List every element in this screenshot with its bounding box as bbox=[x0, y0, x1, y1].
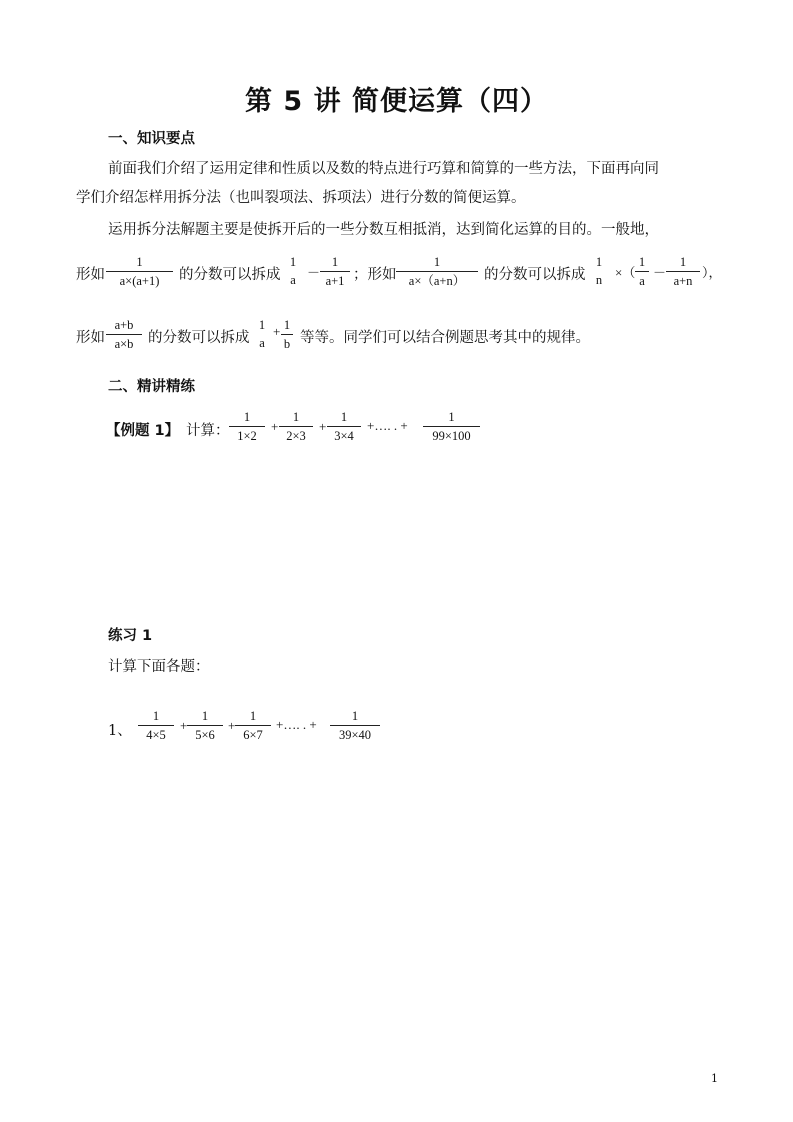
minus-sign: － bbox=[653, 265, 667, 280]
close-paren: ）， bbox=[702, 265, 722, 280]
fraction-numerator: 1 bbox=[320, 255, 350, 272]
practice-1-prompt: 计算下面各题： bbox=[108, 659, 210, 675]
fraction-numerator: 1 bbox=[281, 318, 293, 335]
times-open-paren: ×（ bbox=[615, 265, 636, 280]
question-term-1 bbox=[138, 709, 174, 743]
fraction-numerator: 1 bbox=[187, 709, 223, 726]
fraction-denominator: a×b bbox=[114, 337, 134, 351]
example-term-3 bbox=[327, 410, 361, 444]
fraction-denominator: 1×2 bbox=[237, 429, 257, 443]
fraction-numerator: 1 bbox=[423, 410, 480, 427]
fraction-denominator: n bbox=[595, 273, 603, 287]
fraction-1-over-a-plus-1 bbox=[320, 255, 350, 289]
fraction-1-over-n bbox=[593, 255, 605, 288]
semicolon-form-prefix: ；形如 bbox=[353, 267, 397, 283]
fraction-denominator: 39×40 bbox=[338, 728, 372, 742]
fraction-numerator: 1 bbox=[235, 709, 271, 726]
fraction-numerator: 1 bbox=[330, 709, 380, 726]
question-term-last bbox=[330, 709, 380, 743]
section-heading-key-points: 一、知识要点 bbox=[108, 131, 195, 147]
fraction-denominator: 4×5 bbox=[146, 728, 166, 742]
split-text-2: 的分数可以拆成 bbox=[484, 267, 586, 283]
fraction-denominator: 2×3 bbox=[286, 429, 306, 443]
fraction-denominator: a+n bbox=[673, 274, 693, 288]
fraction-denominator: 5×6 bbox=[195, 728, 215, 742]
fraction-a-plus-b-over-a-times-b bbox=[106, 318, 142, 352]
fraction-1-over-a-second bbox=[635, 255, 649, 289]
fraction-numerator: a+b bbox=[106, 318, 142, 335]
fraction-denominator: 99×100 bbox=[432, 429, 471, 443]
plus-sign: + bbox=[180, 718, 188, 733]
fraction-denominator: a+1 bbox=[325, 274, 345, 288]
fraction-denominator: a×(a+1) bbox=[119, 274, 160, 288]
fraction-denominator: a bbox=[290, 273, 296, 287]
split-text-1: 的分数可以拆成 bbox=[179, 267, 281, 283]
fraction-denominator: a bbox=[259, 336, 265, 350]
plus-sign: + bbox=[273, 324, 281, 339]
form-prefix-2: 形如 bbox=[76, 330, 105, 346]
ellipsis-plus: +…. . + bbox=[367, 418, 408, 433]
tail-text: 等等。同学们可以结合例题思考其中的规律。 bbox=[300, 330, 590, 346]
fraction-numerator: 1 bbox=[289, 255, 297, 269]
fraction-denominator: b bbox=[283, 337, 291, 351]
question-term-3 bbox=[235, 709, 271, 743]
fraction-1-over-a-times-a-plus-n bbox=[396, 255, 478, 289]
minus-sign: － bbox=[307, 265, 321, 280]
split-text-3: 的分数可以拆成 bbox=[148, 330, 250, 346]
page-number: 1 bbox=[711, 1072, 718, 1085]
paragraph-1-line-2: 学们介绍怎样用拆分法（也叫裂项法、拆项法）进行分数的简便运算。 bbox=[76, 190, 526, 206]
fraction-denominator: 6×7 bbox=[243, 728, 263, 742]
fraction-denominator: a×（a+n） bbox=[408, 274, 466, 288]
fraction-1-over-b bbox=[281, 318, 293, 352]
page-title: 第 5 讲 简便运算（四） bbox=[245, 86, 548, 117]
fraction-numerator: 1 bbox=[327, 410, 361, 427]
plus-sign: + bbox=[271, 419, 279, 434]
fraction-1-over-a-plus-n bbox=[666, 255, 700, 289]
fraction-1-over-a bbox=[287, 255, 299, 288]
section-heading-practice: 二、精讲精练 bbox=[108, 379, 195, 395]
fraction-numerator: 1 bbox=[229, 410, 265, 427]
paragraph-2-line-1: 运用拆分法解题主要是使拆开后的一些分数互相抵消，达到简化运算的目的。一般地， bbox=[108, 222, 659, 238]
fraction-numerator: 1 bbox=[635, 255, 649, 272]
fraction-numerator: 1 bbox=[666, 255, 700, 272]
plus-sign: + bbox=[319, 419, 327, 434]
question-term-2 bbox=[187, 709, 223, 743]
fraction-numerator: 1 bbox=[595, 255, 603, 269]
fraction-numerator: 1 bbox=[258, 318, 266, 332]
fraction-1-over-a-third bbox=[256, 318, 268, 351]
ellipsis-plus: +…. . + bbox=[276, 717, 317, 732]
fraction-numerator: 1 bbox=[106, 255, 173, 272]
fraction-denominator: 3×4 bbox=[334, 429, 354, 443]
practice-1-label: 练习 1 bbox=[108, 628, 153, 644]
plus-sign: + bbox=[228, 718, 236, 733]
example-term-last bbox=[423, 410, 480, 444]
fraction-numerator: 1 bbox=[279, 410, 313, 427]
fraction-numerator: 1 bbox=[138, 709, 174, 726]
example-1-label: 【例题 1】 bbox=[106, 423, 180, 439]
example-1-prefix: 计算： bbox=[186, 423, 230, 439]
fraction-denominator: a bbox=[639, 274, 645, 288]
paragraph-1-line-1: 前面我们介绍了运用定律和性质以及数的特点进行巧算和简算的一些方法，下面再向同 bbox=[108, 161, 659, 177]
question-1-label: 1、 bbox=[108, 723, 132, 739]
fraction-numerator: 1 bbox=[396, 255, 478, 272]
form-prefix-1: 形如 bbox=[76, 267, 105, 283]
example-term-1 bbox=[229, 410, 265, 444]
example-term-2 bbox=[279, 410, 313, 444]
fraction-1-over-a-times-a-plus-1 bbox=[106, 255, 173, 289]
